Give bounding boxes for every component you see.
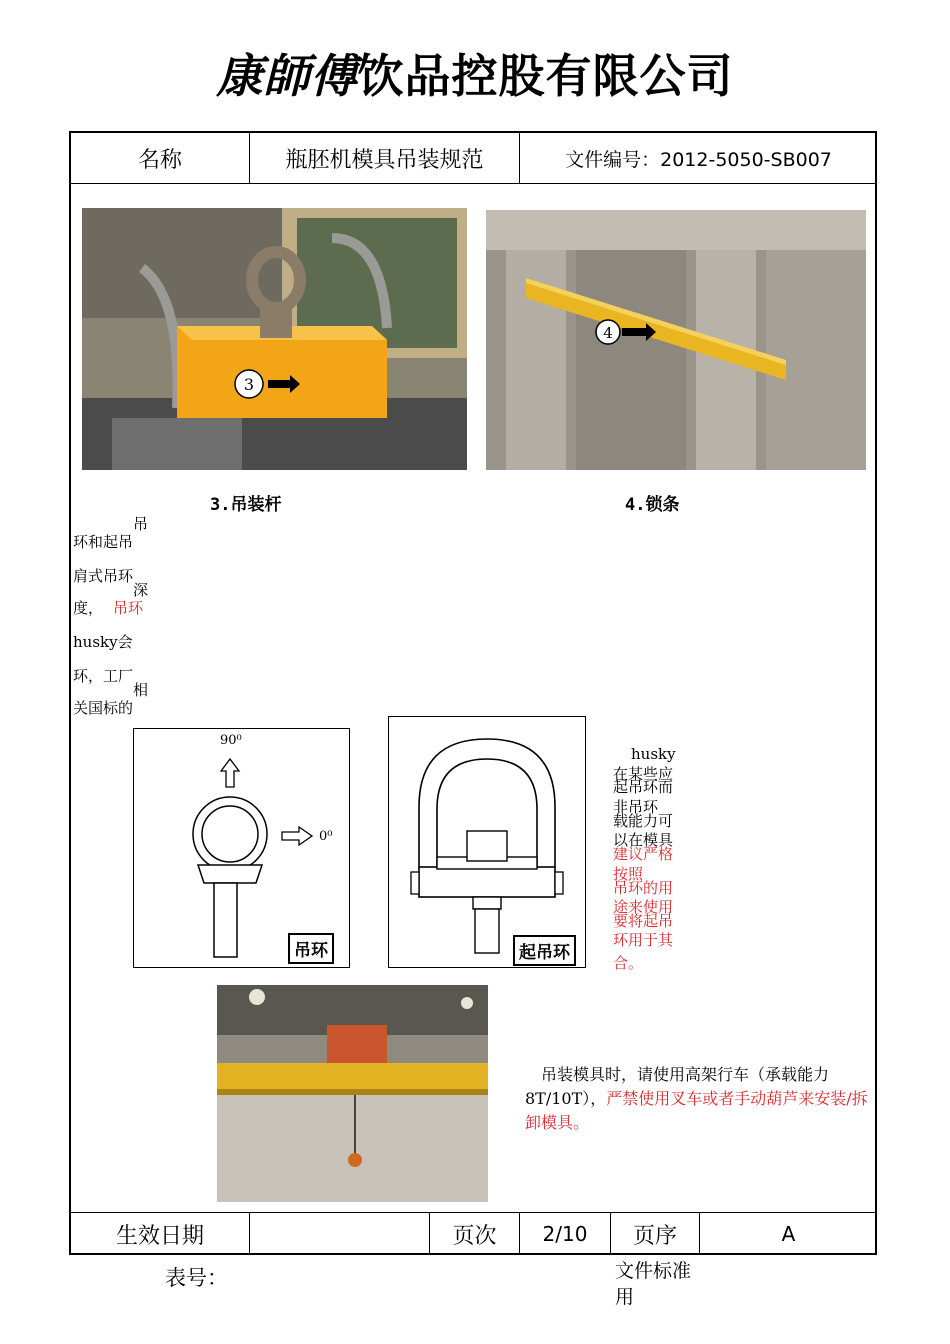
page-label: 页次 — [452, 1223, 497, 1249]
right-fragment: 在某些应 — [613, 765, 674, 783]
lock-bar-caption: 4.锁条 — [625, 495, 680, 515]
crane-note-text: 吊装模具时，请使用高架行车（承载能力8T/10T）， — [525, 1065, 830, 1108]
crane-note — [525, 1063, 870, 1135]
right-fragment: 吊环的用 — [613, 879, 674, 897]
left-fragment: 深 — [133, 581, 149, 599]
left-fragment: husky会 — [73, 633, 133, 651]
effective-date-value — [250, 1213, 429, 1255]
right-fragment: 建议严格 — [613, 845, 674, 863]
right-fragment: 非吊环 — [613, 798, 659, 816]
right-fragment: husky — [631, 745, 676, 763]
left-fragment: 环和起吊 — [73, 533, 134, 551]
page-value: 2/10 — [542, 1222, 588, 1246]
lock-bar-photo — [486, 210, 866, 470]
crane-note-warning: 严禁使用叉车或者手动葫芦来安装/拆卸模具。 — [525, 1089, 868, 1132]
sequence-label: 页序 — [632, 1223, 677, 1249]
left-fragment: 吊环 — [113, 599, 144, 617]
document-number: 文件编号：2012-5050-SB007 — [565, 148, 832, 171]
eye-bolt-figure — [133, 728, 350, 968]
right-fragment: 要将起吊 — [613, 912, 674, 930]
company-name-rest: 饮品控股有限公司 — [357, 49, 734, 103]
standard-use-label: 文件标准用 — [615, 1260, 692, 1308]
right-fragment: 途来使用 — [613, 898, 674, 916]
lock-bar-marker: 4 — [603, 324, 613, 342]
effective-date-label: 生效日期 — [115, 1223, 204, 1249]
form-number-label: 表号： — [165, 1266, 228, 1290]
left-fragment: 环，工厂 — [73, 667, 134, 685]
angle-right-label: 0⁰ — [319, 829, 333, 844]
right-fragment: 按照 — [613, 865, 644, 883]
right-fragment: 合。 — [613, 954, 644, 972]
left-fragment: 肩式吊环 — [73, 567, 134, 585]
angle-up-label: 90⁰ — [220, 733, 242, 748]
eye-bolt-label: 吊环 — [288, 933, 334, 964]
company-brand: 康師傅 — [216, 49, 358, 103]
left-fragment: 度， — [73, 599, 104, 617]
lifting-bar-marker: 3 — [243, 375, 255, 394]
right-fragment: 以在模具 — [613, 831, 674, 849]
right-fragment: 环用于其 — [613, 931, 674, 949]
lifting-ring-figure — [388, 716, 586, 968]
right-fragment: 起吊环而 — [613, 778, 674, 796]
lifting-bar-caption: 3.吊装杆 — [210, 495, 282, 515]
lifting-ring-label: 起吊环 — [513, 935, 576, 966]
left-fragment: 关国标的 — [73, 699, 134, 717]
name-label: 名称 — [137, 147, 182, 173]
document-title: 瓶胚机模具吊装规范 — [285, 147, 484, 173]
company-name — [0, 40, 950, 106]
left-fragment: 吊 — [133, 515, 149, 533]
sequence-value: A — [781, 1222, 796, 1246]
lifting-bar-photo — [82, 208, 467, 470]
left-fragment: 相 — [133, 681, 149, 699]
right-fragment: 载能力可 — [613, 812, 674, 830]
overhead-crane-photo — [217, 985, 488, 1202]
title-row-divider — [71, 183, 877, 184]
